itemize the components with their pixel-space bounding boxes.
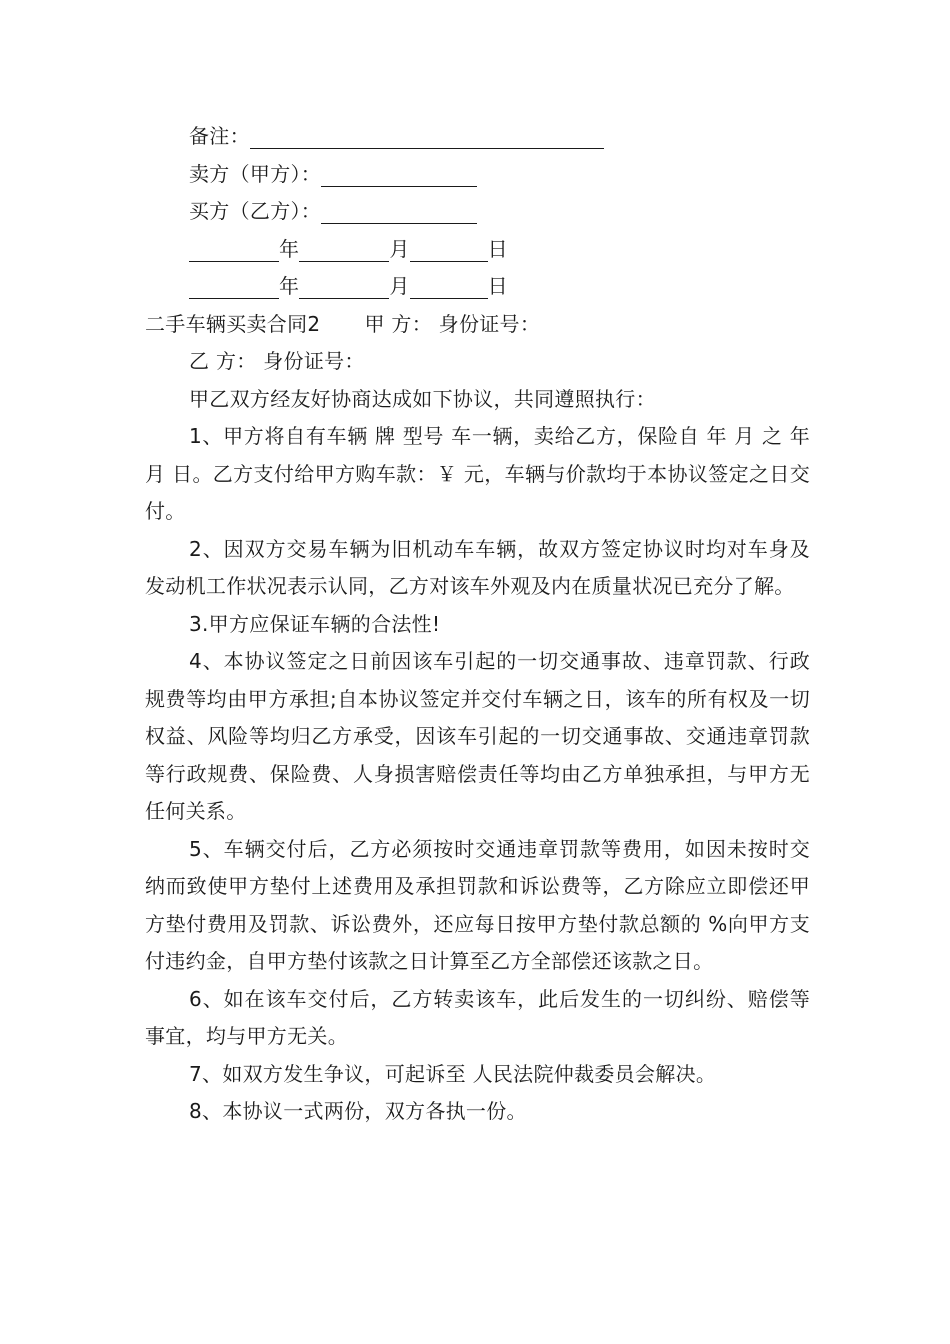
year-char: 年 [279,236,300,261]
clause-3: 3.甲方应保证车辆的合法性! [189,611,441,636]
seller-label: 卖方（甲方）： [189,161,322,186]
clause-7: 7、如双方发生争议，可起诉至 人民法院仲裁委员会解决。 [189,1061,717,1086]
buyer-line [145,193,810,231]
day-char: 日 [487,236,508,261]
date-line-1 [145,231,810,269]
month-char: 月 [389,236,410,261]
year-char: 年 [279,274,300,298]
note-line [145,118,810,156]
day-blank [410,237,488,262]
year-blank [189,274,279,299]
date-line-2 [145,268,810,306]
title-line [145,306,810,344]
buyer-blank [321,199,477,224]
year-blank [189,237,279,262]
document-body [145,118,810,1131]
party-a-line: 甲 方： 身份证号： [364,311,541,336]
party-b-line: 乙 方： 身份证号： [189,349,365,373]
clause-2: 2、因双方交易车辆为旧机动车车辆，故双方签定协议时均对车身及发动机工作状况表示认同，乙方对该车外观及内在质量状况已充分了解。 [145,536,810,598]
buyer-label: 买方（乙方）： [189,199,322,223]
clause-5: 5、车辆交付后，乙方必须按时交通违章罚款等费用，如因未按时交纳而致使甲方垫付上述费用及承担罚款和诉讼费等，乙方除应立即偿还甲方垫付费用及罚款、诉讼费外，还应每日按甲方垫付款总额的 %向甲方支付违约金，自甲方垫付该款之日计算至乙方全部偿还该款之日。 [145,836,810,973]
clause-1: 1、甲方将自有车辆 牌 型号 车一辆，卖给乙方，保险自 年 月 之 年 月 日。乙方支付给甲方购车款：￥ 元，车辆与价款均于本协议签定之日交付。 [145,424,810,523]
clause-6: 6、如在该车交付后，乙方转卖该车，此后发生的一切纠纷、赔偿等事宜，均与甲方无关。 [145,986,810,1048]
month-blank [299,237,389,262]
note-blank [250,124,604,149]
note-label: 备注： [189,124,250,148]
month-char: 月 [389,274,410,298]
month-blank [299,274,389,299]
intro-line: 甲乙双方经友好协商达成如下协议，共同遵照执行： [189,386,656,411]
contract-title: 二手车辆买卖合同2 [145,311,321,336]
clause-4: 4、本协议签定之日前因该车引起的一切交通事故、违章罚款、行政规费等均由甲方承担;自本协议签定并交付车辆之日，该车的所有权及一切权益、风险等均归乙方承受，因该车引起的一切交通事故、交通违章罚款等行政规费、保险费、人身损害赔偿责任等均由乙方单独承担，与甲方无任何关系。 [145,649,810,823]
seller-line [145,156,810,194]
day-blank [410,274,488,299]
clause-8: 8、本协议一式两份，双方各执一份。 [189,1099,527,1123]
seller-blank [321,162,477,187]
day-char: 日 [487,274,508,298]
